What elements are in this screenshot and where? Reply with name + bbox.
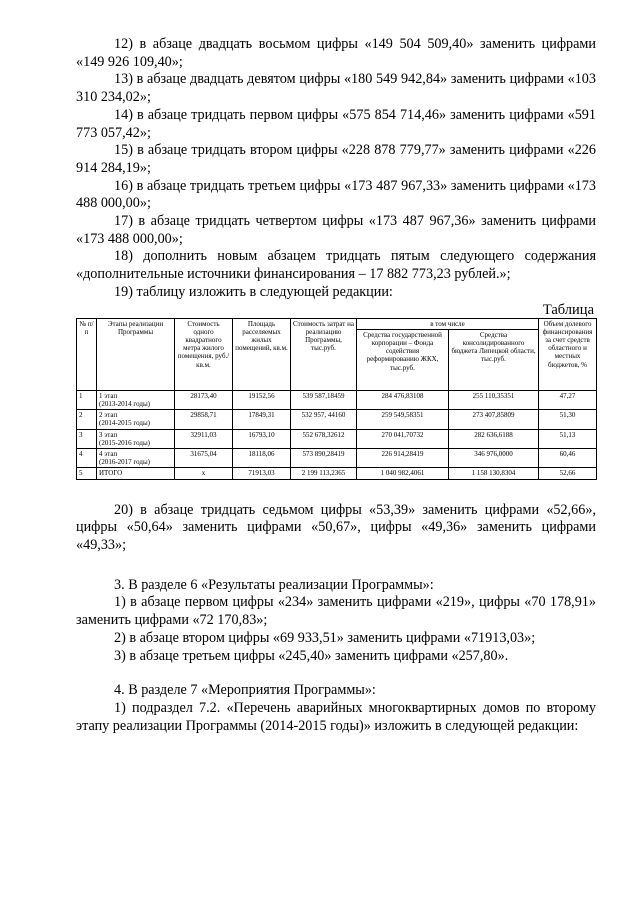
header-including: в том числе	[357, 318, 539, 329]
paragraph-12: 12) в абзаце двадцать восьмом цифры «149 504 509,40» заменить цифрами «149 926 109,40»;	[76, 36, 596, 70]
paragraph-17: 17) в абзаце тридцать четвертом цифры «173 487 967,36» заменить цифрами «173 488 000,00»;	[76, 213, 596, 247]
cell-fund: 1 040 982,4061	[357, 468, 449, 479]
cell-stage	[97, 448, 175, 467]
cell-share: 51,13	[539, 429, 597, 448]
cell-total: 573 890,28419	[291, 448, 357, 467]
cell-total: 552 678,32612	[291, 429, 357, 448]
cell-num: 4	[77, 448, 97, 467]
cell-fund: 259 549,58351	[357, 410, 449, 429]
cell-num: 1	[77, 390, 97, 409]
table-row	[77, 410, 597, 429]
paragraph-19: 19) таблицу изложить в следующей редакции:	[114, 283, 393, 300]
stage-period: (2015-2016 годы)	[99, 438, 151, 447]
cell-cost-sqm: 32911,03	[175, 429, 233, 448]
section-4-title: 4. В разделе 7 «Мероприятия Программы»:	[114, 682, 376, 699]
cell-num: 2	[77, 410, 97, 429]
cell-cost-sqm: х	[175, 468, 233, 479]
cell-share: 60,46	[539, 448, 597, 467]
header-fund: Средства государственной корпорации – Фонда содействия реформированию ЖКХ, тыс.руб.	[357, 329, 449, 390]
section-3-item-3: 3) в абзаце третьем цифры «245,40» заменить цифрами «257,80».	[114, 647, 509, 664]
table-caption: Таблица	[542, 301, 594, 318]
stage-name: 3 этап	[99, 430, 118, 439]
header-total: Стоимость затрат на реализацию Программы, тыс.руб.	[291, 318, 357, 390]
cell-area: 17849,31	[233, 410, 291, 429]
cell-area: 16793,10	[233, 429, 291, 448]
header-share: Объем долевого финансирования за счет средств областного и местных бюджетов, %	[539, 318, 597, 390]
cell-area: 18118,06	[233, 448, 291, 467]
cell-share: 52,66	[539, 468, 597, 479]
cell-fund: 226 914,28419	[357, 448, 449, 467]
stage-name: 1 этап	[99, 391, 118, 400]
paragraph-13: 13) в абзаце двадцать девятом цифры «180 549 942,84» заменить цифрами «103 310 234,02»;	[76, 71, 596, 106]
cell-total: 2 199 113,2365	[291, 468, 357, 479]
stage-name: 2 этап	[99, 411, 118, 420]
cell-share: 47,27	[539, 390, 597, 409]
cell-budget: 273 407,85809	[449, 410, 539, 429]
stage-name: 4 этап	[99, 449, 118, 458]
cell-stage: ИТОГО	[97, 468, 175, 479]
program-stages-table	[76, 318, 597, 480]
cell-num: 5	[77, 468, 97, 479]
paragraph-14: 14) в абзаце тридцать первом цифры «575 854 714,46» заменить цифрами «591 773 057,42»;	[76, 106, 596, 141]
cell-area: 71913,03	[233, 468, 291, 479]
document-page	[76, 36, 596, 735]
section-3-item-2: 2) в абзаце втором цифры «69 933,51» заменить цифрами «71913,03»;	[114, 629, 536, 646]
paragraph-15: 15) в абзаце тридцать втором цифры «228 878 779,77» заменить цифрами «226 914 284,19»;	[76, 142, 596, 176]
section-3-item-1: 1) в абзаце первом цифры «234» заменить цифрами «219», цифры «70 178,91» заменить цифрами «72 170,83»;	[76, 594, 596, 629]
cell-total: 539 587,18459	[291, 390, 357, 409]
stage-period: (2013-2014 годы)	[99, 399, 151, 408]
paragraph-16: 16) в абзаце тридцать третьем цифры «173 487 967,33» заменить цифрами «173 488 000,00»;	[76, 177, 596, 212]
header-cost-sqm: Стоимость одного квадратного метра жилого помещения, руб./кв.м.	[175, 318, 233, 390]
section-4-item-1: 1) подраздел 7.2. «Перечень аварийных многоквартирных домов по второму этапу реализации Программы (2014-2015 годы)» изложить в следующей редакции:	[76, 699, 596, 734]
cell-fund: 270 041,70732	[357, 429, 449, 448]
cell-stage	[97, 410, 175, 429]
cell-cost-sqm: 29858,71	[175, 410, 233, 429]
section-3-title: 3. В разделе 6 «Результаты реализации Программы»:	[114, 576, 434, 593]
cell-total: 532 957, 44160	[291, 410, 357, 429]
header-stage: Этапы реализации Программы	[97, 318, 175, 390]
table-header-row	[77, 318, 597, 329]
stage-period: (2016-2017 годы)	[99, 458, 151, 467]
table-row	[77, 390, 597, 409]
table-row	[77, 429, 597, 448]
cell-stage	[97, 390, 175, 409]
cell-num: 3	[77, 429, 97, 448]
header-num: № п/п	[77, 318, 97, 390]
header-budget: Средства консолидированного бюджета Липецкой области, тыс.руб.	[449, 329, 539, 390]
cell-fund: 284 476,83108	[357, 390, 449, 409]
cell-budget: 1 158 130,8304	[449, 468, 539, 479]
paragraph-20: 20) в абзаце тридцать седьмом цифры «53,39» заменить цифрами «52,66», цифры «50,64» заменить цифрами «50,67», цифры «49,36» заменить цифрами «49,33»;	[76, 501, 596, 553]
stage-period: (2014-2015 годы)	[99, 419, 151, 428]
cell-share: 51,30	[539, 410, 597, 429]
cell-cost-sqm: 28173,40	[175, 390, 233, 409]
cell-budget: 346 976,0000	[449, 448, 539, 467]
cell-budget: 282 636,6188	[449, 429, 539, 448]
cell-stage	[97, 429, 175, 448]
cell-cost-sqm: 31675,04	[175, 448, 233, 467]
table-row-total	[77, 468, 597, 479]
cell-area: 19152,56	[233, 390, 291, 409]
table-row	[77, 448, 597, 467]
header-area: Площадь расселяемых жилых помещений, кв.м.	[233, 318, 291, 390]
paragraph-18: 18) дополнить новым абзацем тридцать пятым следующего содержания «дополнительные источники финансирования – 17 882 773,23 рублей.»;	[76, 248, 596, 283]
cell-budget: 255 110,35351	[449, 390, 539, 409]
